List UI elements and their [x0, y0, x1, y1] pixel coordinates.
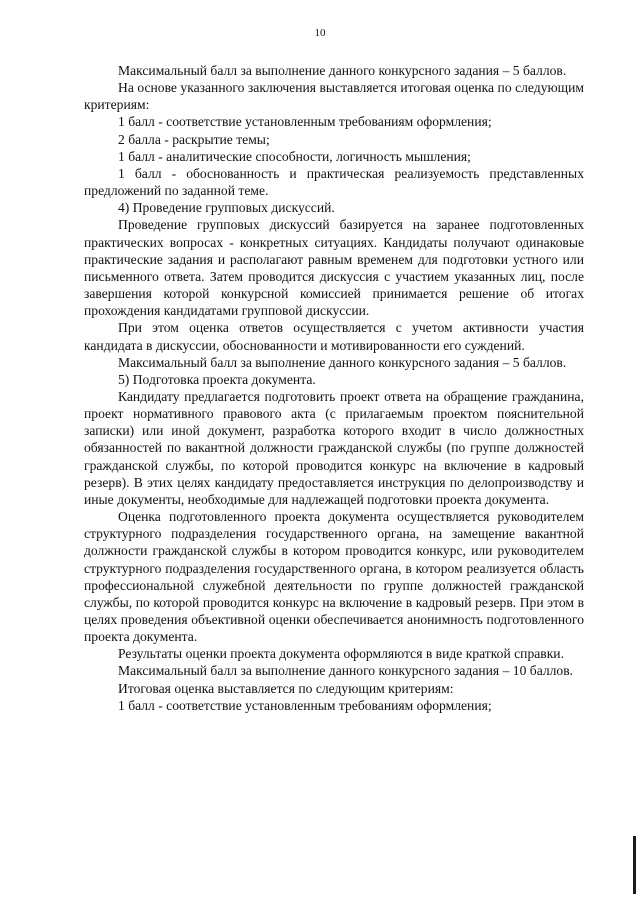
criterion-topic-coverage: 2 балла - раскрытие темы; [118, 131, 270, 147]
paragraph-evaluation-results: Результаты оценки проекта документа оформляются в виде краткой справки. [118, 646, 564, 662]
paragraph-document-draft-evaluation: Оценка подготовленного проекта документа осуществляется руководителем структурного подразделения государственного органа, на замещение вакантной должности гражданской службы в котором проводится конкурс, или руководителем структурного подразделения государственного органа, в котором реализуется область профессиональной служебной деятельности по группе должностей гражданской службы, по которой проводится конкурс на включение в кадровый резерв. При этом в целях проведения объективной оценки обеспечивается анонимность подготовленного проекта документа. [84, 509, 584, 645]
paragraph-group-discussions-description: Проведение групповых дискуссий базируется на заранее подготовленных практических вопросах - конкретных ситуациях. Кандидаты получают одинаковые практические задания и располагают равным временем для подготовки устного или письменного ответа. Затем проводится дискуссия с участием указанных лиц, после завершения которой конкурсной комиссией принимается решение об итогах прохождения кандидатами групповой дискуссии. [84, 217, 584, 319]
criterion-validity-feasibility: 1 балл - обоснованность и практическая реализуемость представленных предложений по заданной теме. [84, 165, 584, 199]
document-body [84, 62, 584, 714]
paragraph-discussion-evaluation: При этом оценка ответов осуществляется с учетом активности участия кандидата в дискуссии, обоснованности и мотивированности его суждений. [84, 320, 584, 353]
paragraph-document-draft-task: Кандидату предлагается подготовить проект ответа на обращение гражданина, проект нормативного правового акта (с прилагаемым проектом пояснительной записки) или иной документ, разработка которого входит в число должностных обязанностей по вакантной должности гражданской службы (по группе должностей гражданской службы, по которой проводится конкурс на включение в кадровый резерв). В этих целях кандидату предоставляется инструкция по делопроизводству и иные документы, необходимые для надлежащей подготовки проекта документа. [84, 388, 584, 507]
criterion-formatting: 1 балл - соответствие установленным требованиям оформления; [118, 114, 492, 130]
criterion-formatting-second: 1 балл - соответствие установленным требованиям оформления; [118, 697, 492, 713]
scan-edge-mark [633, 836, 636, 894]
section-heading-group-discussions: 4) Проведение групповых дискуссий. [118, 200, 335, 216]
section-heading-document-draft: 5) Подготовка проекта документа. [118, 371, 316, 387]
paragraph-max-score-10: Максимальный балл за выполнение данного конкурсного задания – 10 баллов. [118, 663, 574, 679]
paragraph-max-score-5-first: Максимальный балл за выполнение данного конкурсного задания – 5 баллов. [118, 63, 567, 78]
paragraph-max-score-5-second: Максимальный балл за выполнение данного конкурсного задания – 5 баллов. [118, 354, 567, 370]
page-number: 10 [314, 27, 326, 39]
paragraph-final-score-intro: На основе указанного заключения выставляется итоговая оценка по следующим критериям: [84, 80, 584, 113]
criterion-analytical-abilities: 1 балл - аналитические способности, логичность мышления; [118, 148, 471, 164]
paragraph-final-score-criteria-intro: Итоговая оценка выставляется по следующим критериям: [118, 680, 454, 696]
